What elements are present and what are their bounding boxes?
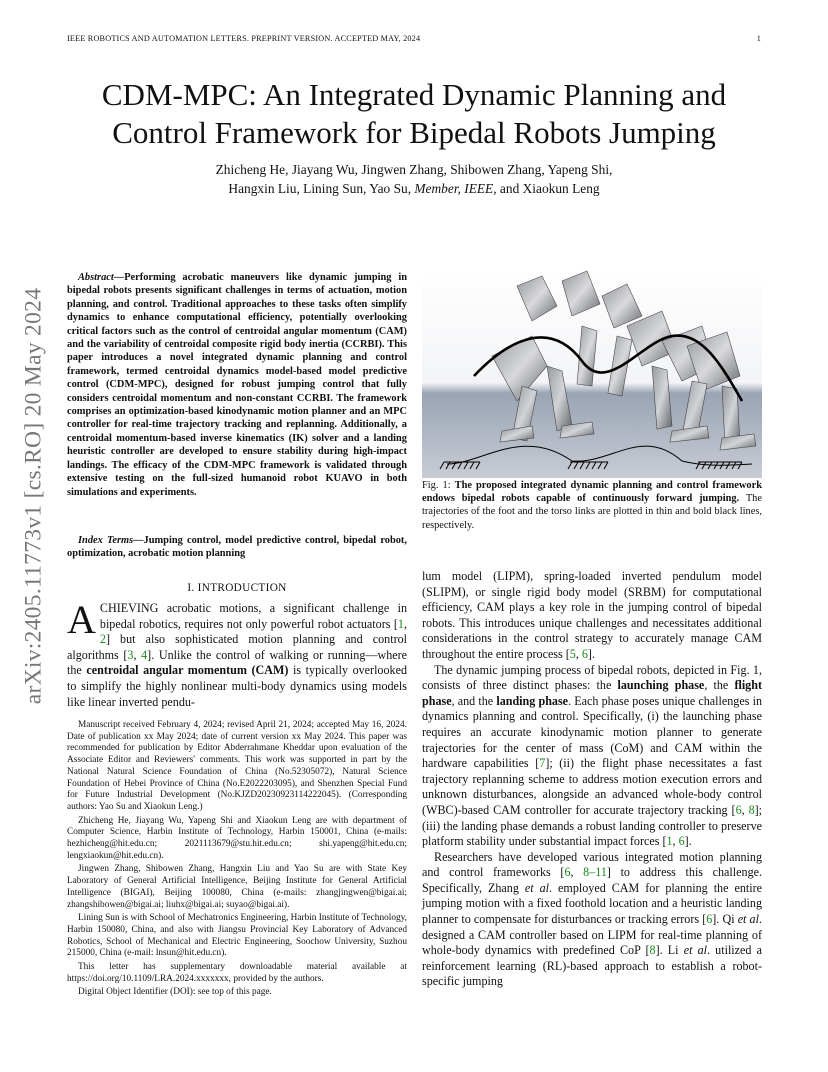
authors-line-2 <box>40 179 788 198</box>
index-terms-label: Index Terms <box>78 535 134 546</box>
authors-names: Hangxin Liu, Lining Sun, Yao Su, <box>228 181 415 196</box>
cam-term: centroidal angular momentum (CAM) <box>86 663 289 678</box>
citation-link[interactable]: 6 <box>564 865 571 880</box>
citation-link[interactable]: 1 <box>666 834 673 849</box>
running-header <box>67 34 761 43</box>
citation-link[interactable]: 6 <box>706 912 713 927</box>
authors-line-1: Zhicheng He, Jiayang Wu, Jingwen Zhang, Shibowen Zhang, Yapeng Shi, <box>215 162 613 177</box>
abstract-label: Abstract <box>78 272 114 283</box>
arxiv-stamp-text: arXiv:2405.11773v1 [cs.RO] 20 May 2024 <box>20 287 47 705</box>
authors-last: , and Xiaokun Leng <box>493 181 600 196</box>
citation-link[interactable]: 7 <box>539 756 546 771</box>
citation-link[interactable]: 6 <box>678 834 685 849</box>
author-list <box>40 160 788 198</box>
paragraph: lum model (LIPM), spring-loaded inverted pendulum model (SLIPM), or single rigid body model (SRBM) for computational efficiency, CAM plays a key role in the jumping control of bipedal robots. This introduces unique challenges and necessitates additional considerations in the control strategy to accurately manage CAM throughout the entire process [5, 6]. <box>422 569 762 661</box>
paragraph: Researchers have developed various integrated motion planning and control frameworks [6, 8–11] to address this challenge. Specifically, Zhang et al. employed CAM for planning the entire jumping motion with a fixed foothold location and a heuristic landing planner to compensate for disturbances or tracking errors [6]. Qi et al. designed a CAM controller based on LIPM for real-time planning of whole-body dynamics with predefined CoP [8]. Li et al. utilized a reinforcement learning (RL)-based approach to establish a robot-specific jumping <box>422 849 763 989</box>
jumping-robot-illustration <box>422 266 762 478</box>
footnotes <box>67 720 407 1001</box>
citation-link[interactable]: 8–11 <box>583 865 607 880</box>
citation-link[interactable]: 2 <box>99 632 106 647</box>
citation-link[interactable]: 8 <box>748 802 755 817</box>
footnote: Manuscript received February 4, 2024; revised April 21, 2024; accepted May 16, 2024. Date of publication xx May 2024; date of current version xx May 2024. This paper was recommended for publication by Editor Abderrahmane Kheddar upon evaluation of the Associate Editor and Reviewers' comments. This work was supported in part by the National Natural Science Foundation of China (No.52305072), Natural Science Foundation of Hebei Province of China (No.E2022203095), and Shenzhen Special Fund for Future Industrial Development (No.KJZD20230923114222045). (Corresponding authors: Yao Su and Xiaokun Leng.) <box>67 720 407 812</box>
paper-title <box>40 76 788 152</box>
page-number: 1 <box>756 34 761 43</box>
footnote: Digital Object Identifier (DOI): see top of this page. <box>78 987 272 998</box>
footnote: Lining Sun is with School of Mechatronics Engineering, Harbin Institute of Technology, Harbin 150080, China, and also with Jiangsu Provincial Key Laboratory of Advanced Robotics, School of Mechanical and Electric Engineering, Soochow University, Suzhou 215000, China (e-mail: lnsun@hit.edu.cn). <box>67 913 407 959</box>
abstract-text: —Performing acrobatic maneuvers like dynamic jumping in bipedal robots presents significant challenges in terms of actuation, motion planning, and control. Traditional approaches to these tasks often simplify dynamics to enhance computational efficiency, potentially overlooking critical factors such as the control of centroidal angular momentum (CAM) and the variability of centroidal composite rigid body inertia (CCRBI). This paper introduces a novel integrated dynamic planning and control framework, termed centroidal dynamics model-based model predictive control (CDM-MPC), designed for robust jumping control that fully considers centroidal momentum and non-constant CCRBI. The framework comprises an optimization-based kinodynamic motion planner and an MPC controller for real-time trajectory tracking and replanning. Additionally, a centroidal momentum-based inverse kinematics (IK) solver and a landing heuristic controller are developed to ensure stability during high-impact landings. The efficacy of the CDM-MPC framework is validated through extensive testing on the full-sized humanoid robot KUAVO in both simulations and experiments. <box>67 272 407 498</box>
citation-link[interactable]: 6 <box>735 802 742 817</box>
footnote: Jingwen Zhang, Shibowen Zhang, Hangxin Liu and Yao Su are with State Key Laboratory of General Artificial Intelligence, Beijing Institute for General Artificial Intelligence (BIGAI), Beijing 100080, China (e-mails: zhangjingwen@bigai.ai; zhangshibowen@bigai.ai; liuhx@bigai.ai; suyao@bigai.ai). <box>67 864 407 910</box>
index-terms-text: —Jumping control, model predictive control, bipedal robot, optimization, acrobatic motion planning <box>67 535 407 560</box>
index-terms <box>67 534 407 561</box>
paragraph: The dynamic jumping process of bipedal robots, depicted in Fig. 1, consists of three distinct phases: the launching phase, the flight phase, and the landing phase. Each phase poses unique challenges in dynamics planning and control. Specifically, (i) the launching phase requires an accurate kinodynamic motion planner to generate trajectories for the center of mass (CoM) and CAM within the hardware capabilities [7]; (ii) the flight phase necessitates a fast trajectory replanning scheme to address motion execution errors and unknown disturbances, alongside an advanced whole-body control (WBC)-based CAM controller for accurate trajectory tracking [6, 8]; (iii) the landing phase demands a robust landing controller to preserve platform stability under substantial impact forces [1, 6]. <box>422 662 762 849</box>
figure-caption <box>422 479 762 532</box>
section-heading: I. INTRODUCTION <box>187 582 287 594</box>
caption-bold: The proposed integrated dynamic planning and control framework endows bipedal robots capable of continuously forward jumping. <box>422 480 762 505</box>
citation-link[interactable]: 5 <box>569 646 576 661</box>
footnote: Zhicheng He, Jiayang Wu, Yapeng Shi and Xiaokun Leng are with department of Computer Science, Harbin Institute of Technology, Harbin 150001, China (e-mails: hezhicheng@hit.edu.cn; 2021113679@stu.hit.edu.cn; shi.yapeng@hit.edu.cn; lengxiaokun@hit.edu.cn). <box>67 815 407 861</box>
citation-link[interactable]: 6 <box>581 646 588 661</box>
citation-link[interactable]: 4 <box>141 647 148 662</box>
member-ieee: Member, IEEE <box>414 181 494 196</box>
title-line-1: CDM-MPC: An Integrated Dynamic Planning and <box>101 77 727 112</box>
caption-label: Fig. 1: <box>422 480 455 491</box>
figure-1-image <box>422 266 762 478</box>
abstract <box>67 271 407 499</box>
citation-link[interactable]: 3 <box>127 647 134 662</box>
title-line-2: Control Framework for Bipedal Robots Jumping <box>112 115 716 150</box>
intro-paragraph: ACHIEVING acrobatic motions, a significant challenge in bipedal robotics, requires not only powerful robot actuators [1, 2] but also sophisticated motion planning and control algorithms [3, 4]. Unlike the control of walking or running—where the centroidal angular momentum (CAM) is typically overlooked to simplify the highly nonlinear multi-body dynamics using models like linear inverted pendu- <box>67 597 408 709</box>
footnote: This letter has supplementary downloadable material available at https://doi.org/10.1109/LRA.2024.xxxxxxx, provided by the authors. <box>67 962 407 984</box>
citation-link[interactable]: 1 <box>397 616 404 631</box>
right-column-body <box>422 569 762 990</box>
caption-rest: The trajectories of the foot and the torso links are plotted in thin and bold black lines, respectively. <box>422 493 762 531</box>
running-head-text: IEEE ROBOTICS AND AUTOMATION LETTERS. PREPRINT VERSION. ACCEPTED MAY, 2024 <box>67 34 421 43</box>
citation-link[interactable]: 8 <box>649 943 656 958</box>
drop-cap: A <box>67 597 96 642</box>
